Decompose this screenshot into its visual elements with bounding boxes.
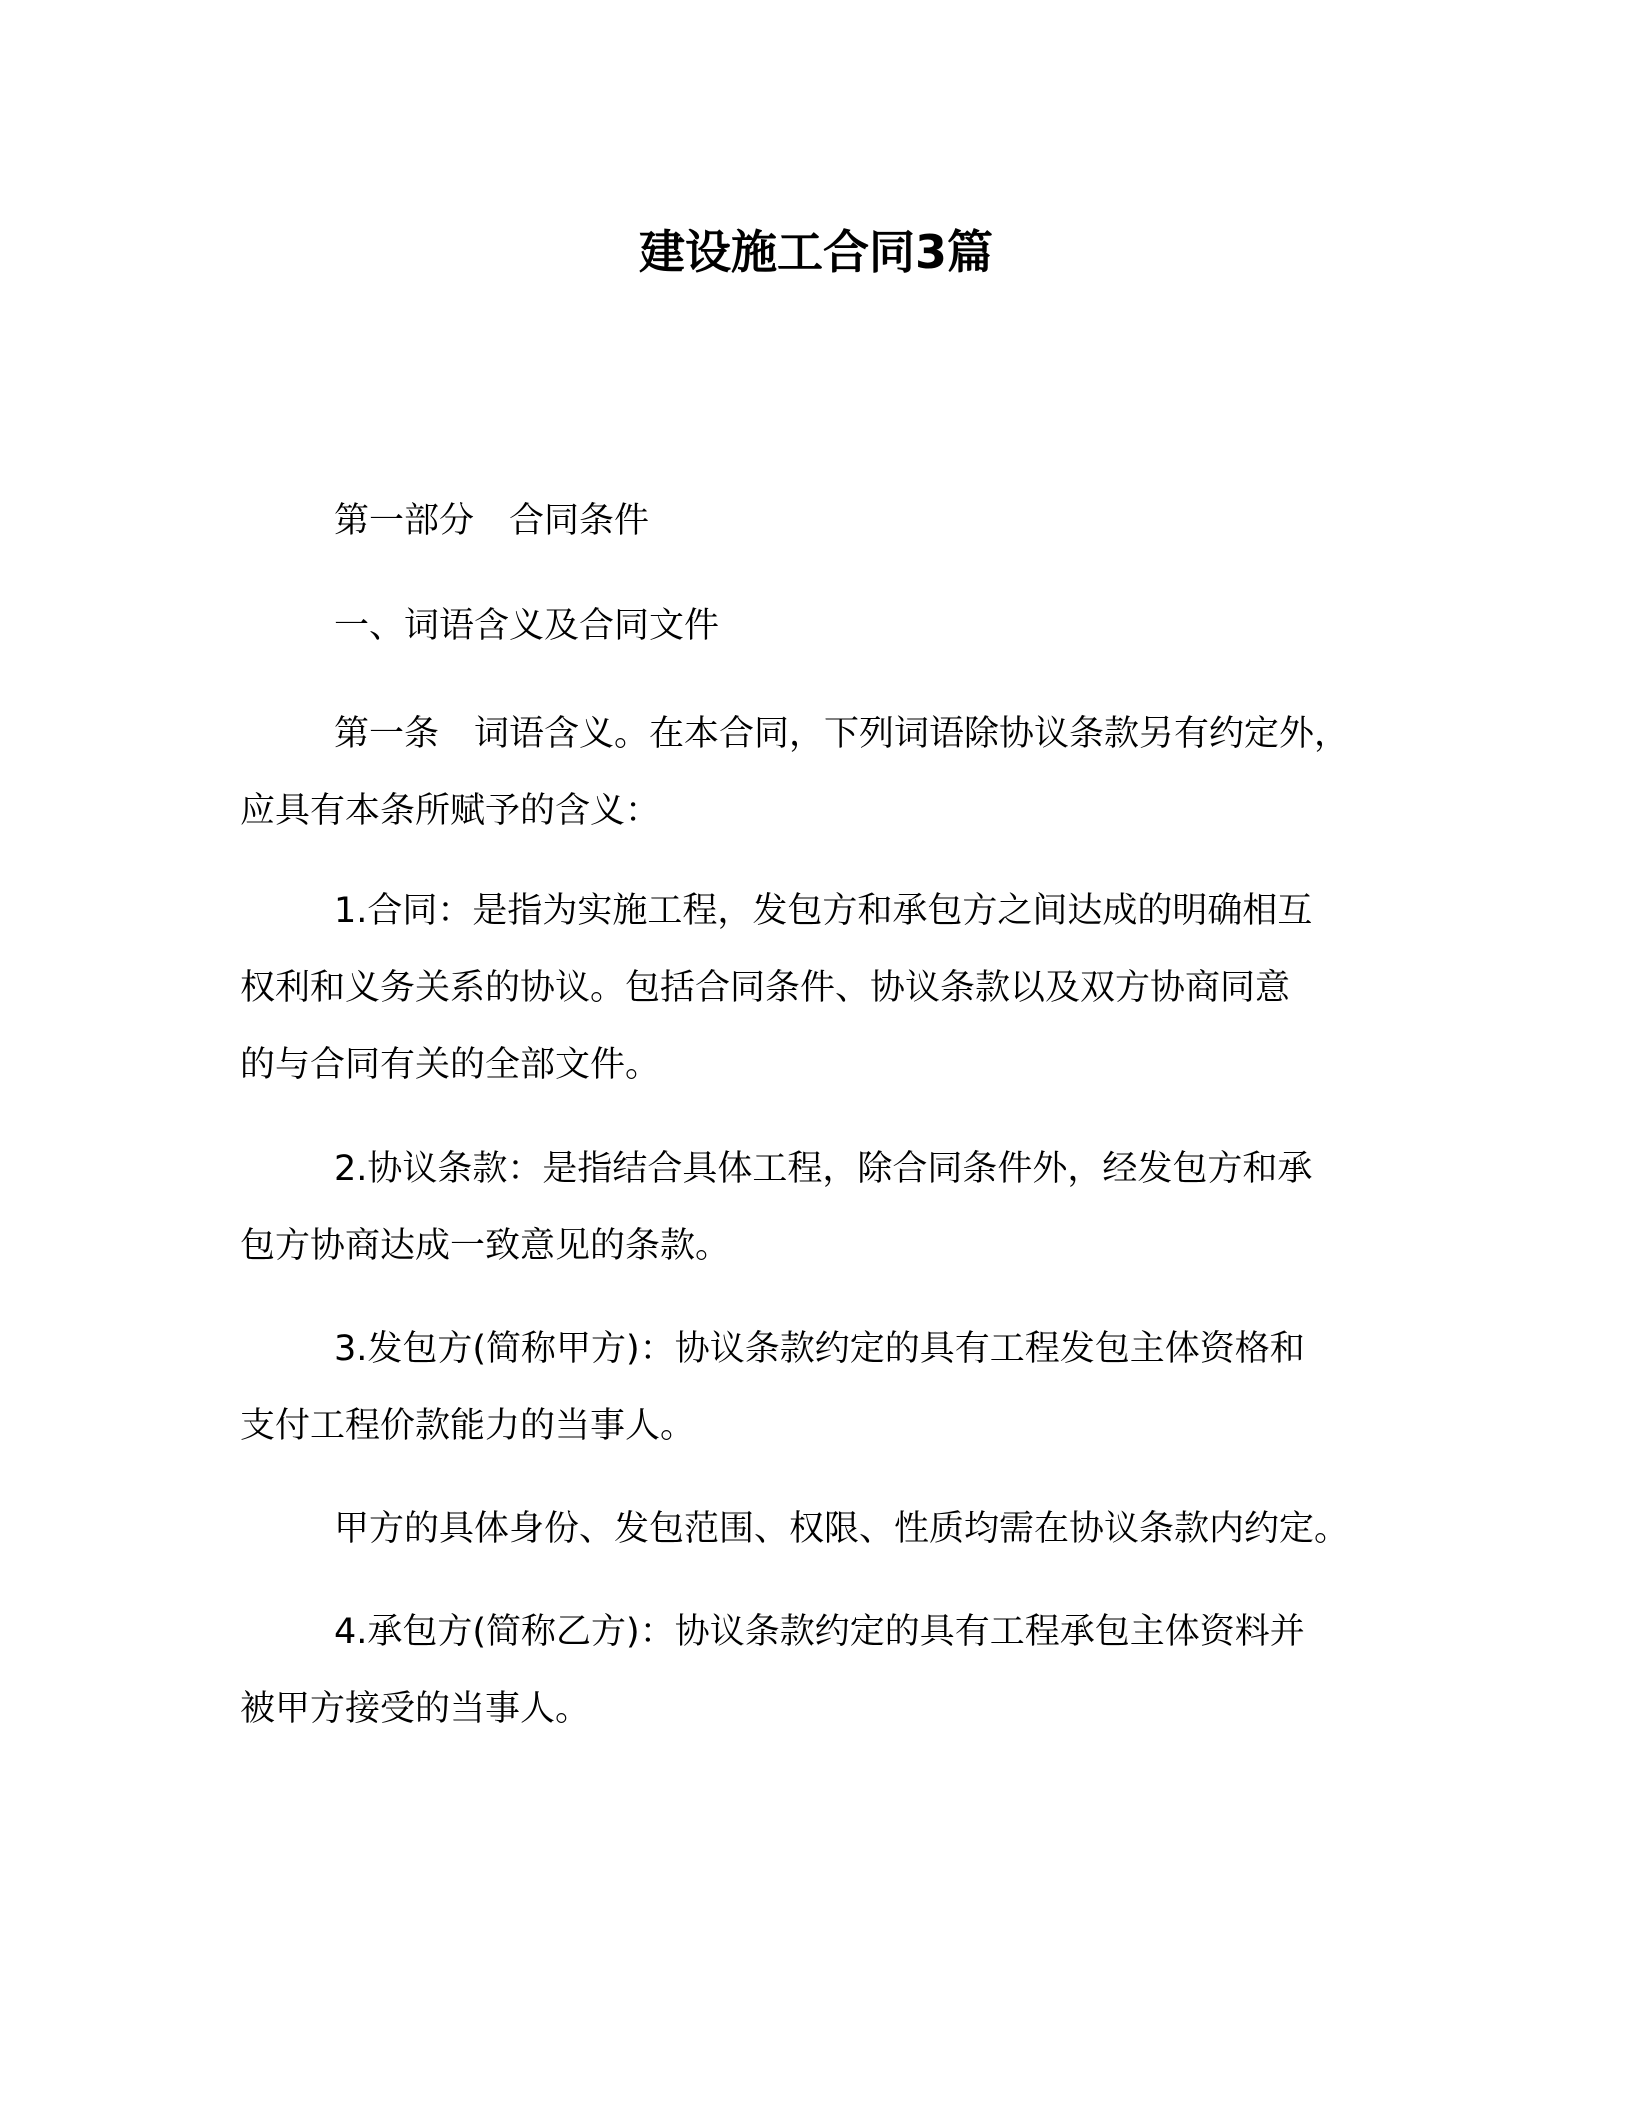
section-heading: 一、词语含义及合同文件 — [334, 606, 720, 646]
part-heading: 第一部分 合同条件 — [334, 501, 650, 541]
article-1-line-2: 应具有本条所赋予的含义： — [240, 791, 661, 831]
item-4-line-1: 4.承包方(简称乙方)：协议条款约定的具有工程承包主体资料并 — [334, 1612, 1305, 1652]
item-3-line-1: 3.发包方(简称甲方)：协议条款约定的具有工程发包主体资格和 — [334, 1329, 1305, 1369]
item-1-line-1: 1.合同：是指为实施工程，发包方和承包方之间达成的明确相互 — [334, 891, 1313, 931]
item-4-line-2: 被甲方接受的当事人。 — [240, 1689, 591, 1729]
item-2-line-2: 包方协商达成一致意见的条款。 — [240, 1226, 731, 1266]
item-1-line-3: 的与合同有关的全部文件。 — [240, 1045, 661, 1085]
article-1-line-1: 第一条 词语含义。在本合同，下列词语除协议条款另有约定外， — [334, 714, 1350, 754]
document-title: 建设施工合同3篇 — [638, 225, 993, 279]
item-1-line-2: 权利和义务关系的协议。包括合同条件、协议条款以及双方协商同意 — [240, 968, 1291, 1008]
party-a-note: 甲方的具体身份、发包范围、权限、性质均需在协议条款内约定。 — [334, 1509, 1350, 1549]
item-2-line-1: 2.协议条款：是指结合具体工程，除合同条件外，经发包方和承 — [334, 1149, 1313, 1189]
item-3-line-2: 支付工程价款能力的当事人。 — [240, 1406, 696, 1446]
